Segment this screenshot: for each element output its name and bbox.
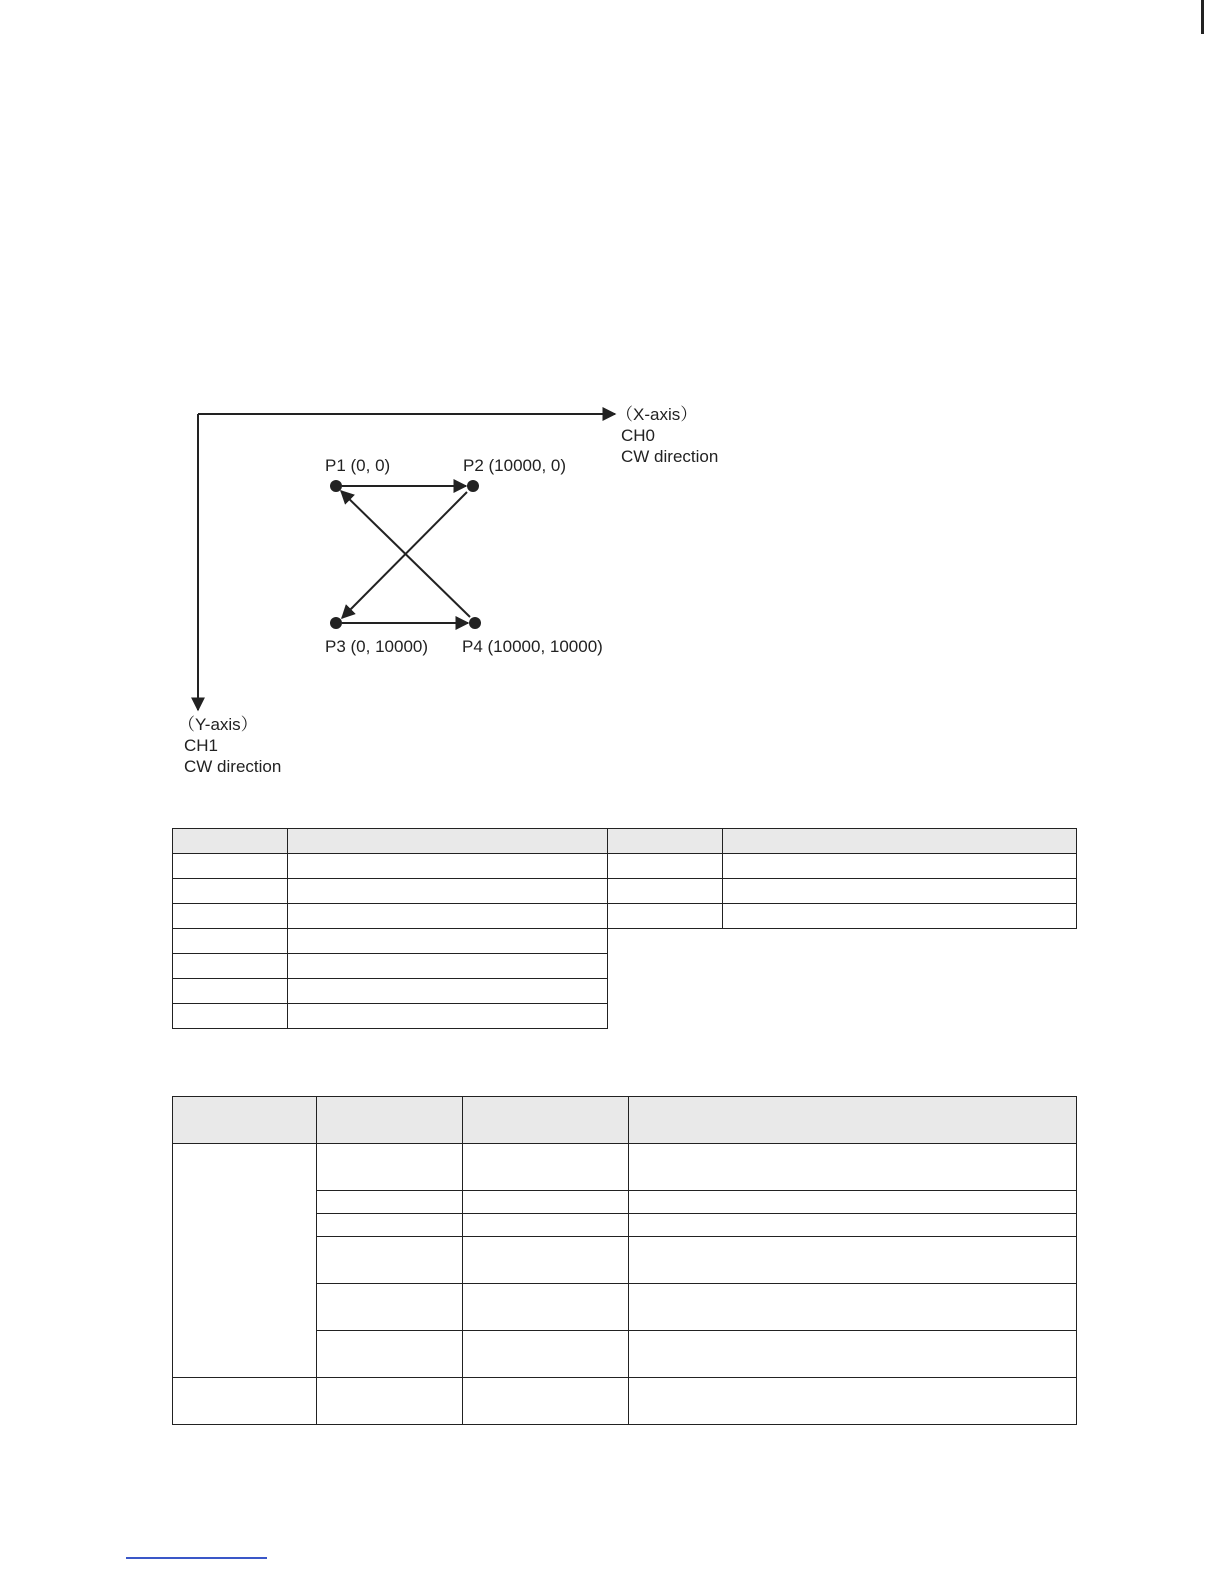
table-cell	[317, 1331, 463, 1378]
table-cell	[173, 1097, 317, 1144]
table-cell	[173, 979, 288, 1004]
table-row	[173, 954, 1077, 979]
table-row	[173, 1004, 1077, 1029]
table-cell	[463, 1144, 629, 1191]
table-cell	[723, 904, 1077, 929]
x-axis-direction: CW direction	[621, 447, 719, 466]
table-cell	[463, 1214, 629, 1237]
table-cell	[608, 854, 723, 879]
table-cell	[629, 1237, 1077, 1284]
table-cell	[288, 929, 608, 954]
table-row	[173, 1144, 1077, 1191]
table-cell	[288, 829, 608, 854]
table-cell	[173, 1004, 288, 1029]
table-cell	[629, 1144, 1077, 1191]
table-group-cell	[173, 1378, 317, 1425]
table-cell	[608, 879, 723, 904]
point-p1-label: P1 (0, 0)	[325, 456, 391, 475]
table-header-row	[173, 829, 1077, 854]
point-p4-label: P4 (10000, 10000)	[462, 637, 603, 656]
parameter-table-1	[172, 828, 1077, 1029]
table-cell	[317, 1191, 463, 1214]
table-cell	[317, 1144, 463, 1191]
table-cell	[288, 879, 608, 904]
table-cell	[288, 979, 608, 1004]
table-cell	[317, 1097, 463, 1144]
table-cell	[317, 1378, 463, 1425]
table-row	[173, 929, 1077, 954]
footer-link-underline[interactable]	[126, 1557, 267, 1559]
point-p4-marker	[469, 617, 481, 629]
table-cell	[288, 1004, 608, 1029]
point-p3-label: P3 (0, 10000)	[325, 637, 429, 656]
table-cell	[173, 904, 288, 929]
point-p3-marker	[330, 617, 342, 629]
table-row	[173, 854, 1077, 879]
table-cell	[463, 1378, 629, 1425]
table-cell	[723, 854, 1077, 879]
table-cell	[463, 1097, 629, 1144]
table-row	[173, 979, 1077, 1004]
table-cell	[463, 1284, 629, 1331]
table-cell	[317, 1237, 463, 1284]
table-cell	[629, 1284, 1077, 1331]
table-cell	[173, 929, 288, 954]
table-cell	[463, 1237, 629, 1284]
table-cell	[288, 854, 608, 879]
table-cell	[173, 954, 288, 979]
point-p2-marker	[467, 480, 479, 492]
table-cell	[173, 854, 288, 879]
table-cell	[608, 904, 723, 929]
table-header-row	[173, 1097, 1077, 1144]
parameter-table-2	[172, 1096, 1077, 1425]
point-p2-label: P2 (10000, 0)	[463, 456, 567, 475]
x-axis-label: （X-axis）	[616, 405, 698, 424]
table-cell	[629, 1214, 1077, 1237]
y-axis-direction: CW direction	[184, 757, 282, 776]
table-cell	[629, 1331, 1077, 1378]
x-axis-channel: CH0	[621, 426, 656, 445]
table-cell	[173, 879, 288, 904]
table-cell	[723, 879, 1077, 904]
table-row	[173, 879, 1077, 904]
table-row	[173, 904, 1077, 929]
table-cell	[288, 904, 608, 929]
table-cell	[317, 1214, 463, 1237]
table-cell	[608, 829, 723, 854]
table-group-cell	[173, 1144, 317, 1378]
table-row	[173, 1378, 1077, 1425]
y-axis-label: （Y-axis）	[178, 715, 258, 734]
table-cell	[317, 1284, 463, 1331]
y-axis-channel: CH1	[184, 736, 219, 755]
table-cell	[629, 1191, 1077, 1214]
table-cell	[723, 829, 1077, 854]
point-p1-marker	[330, 480, 342, 492]
table-cell	[288, 954, 608, 979]
table-cell	[629, 1097, 1077, 1144]
table-cell	[463, 1191, 629, 1214]
table-cell	[173, 829, 288, 854]
table-cell	[463, 1331, 629, 1378]
table-cell	[629, 1378, 1077, 1425]
